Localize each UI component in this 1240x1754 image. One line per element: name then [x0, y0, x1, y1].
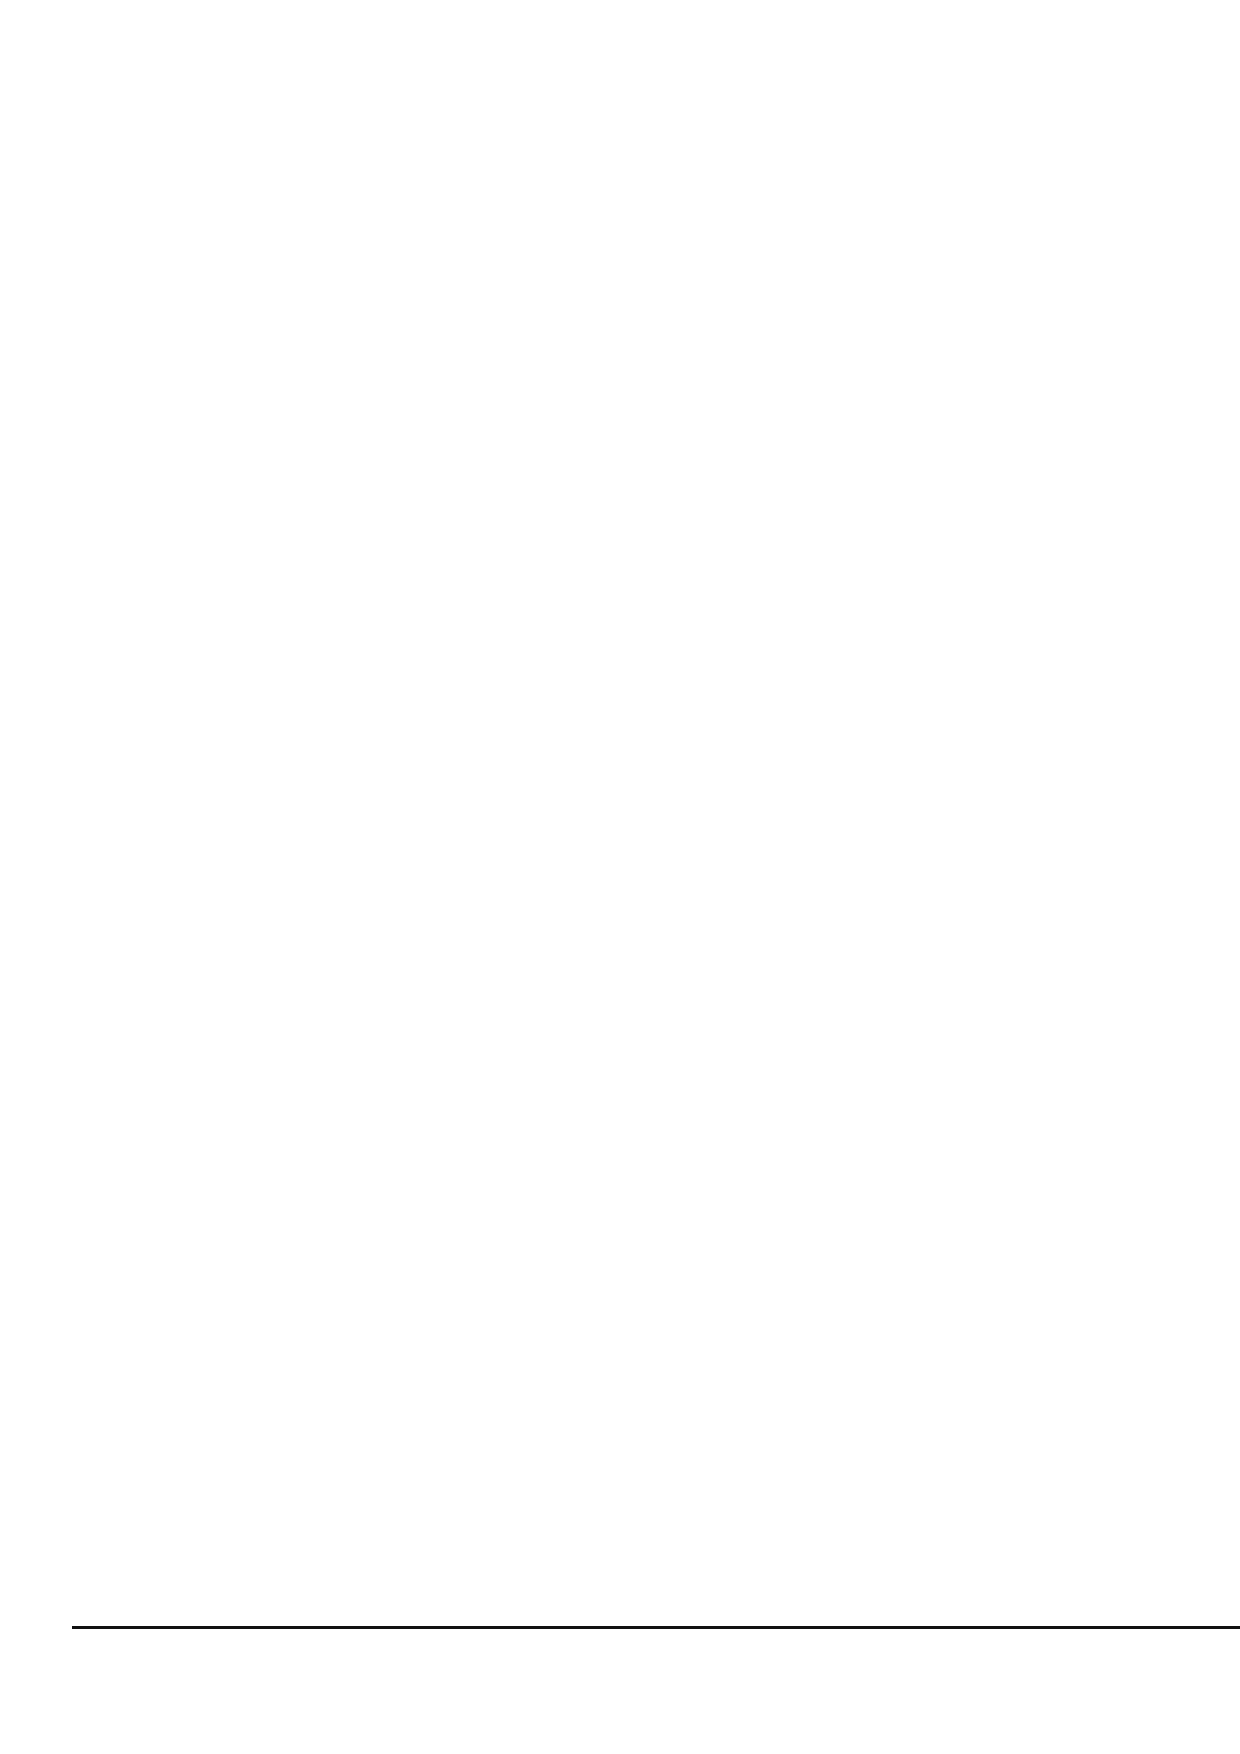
bottom-rule — [72, 1626, 1240, 1629]
page-title — [0, 84, 1240, 118]
